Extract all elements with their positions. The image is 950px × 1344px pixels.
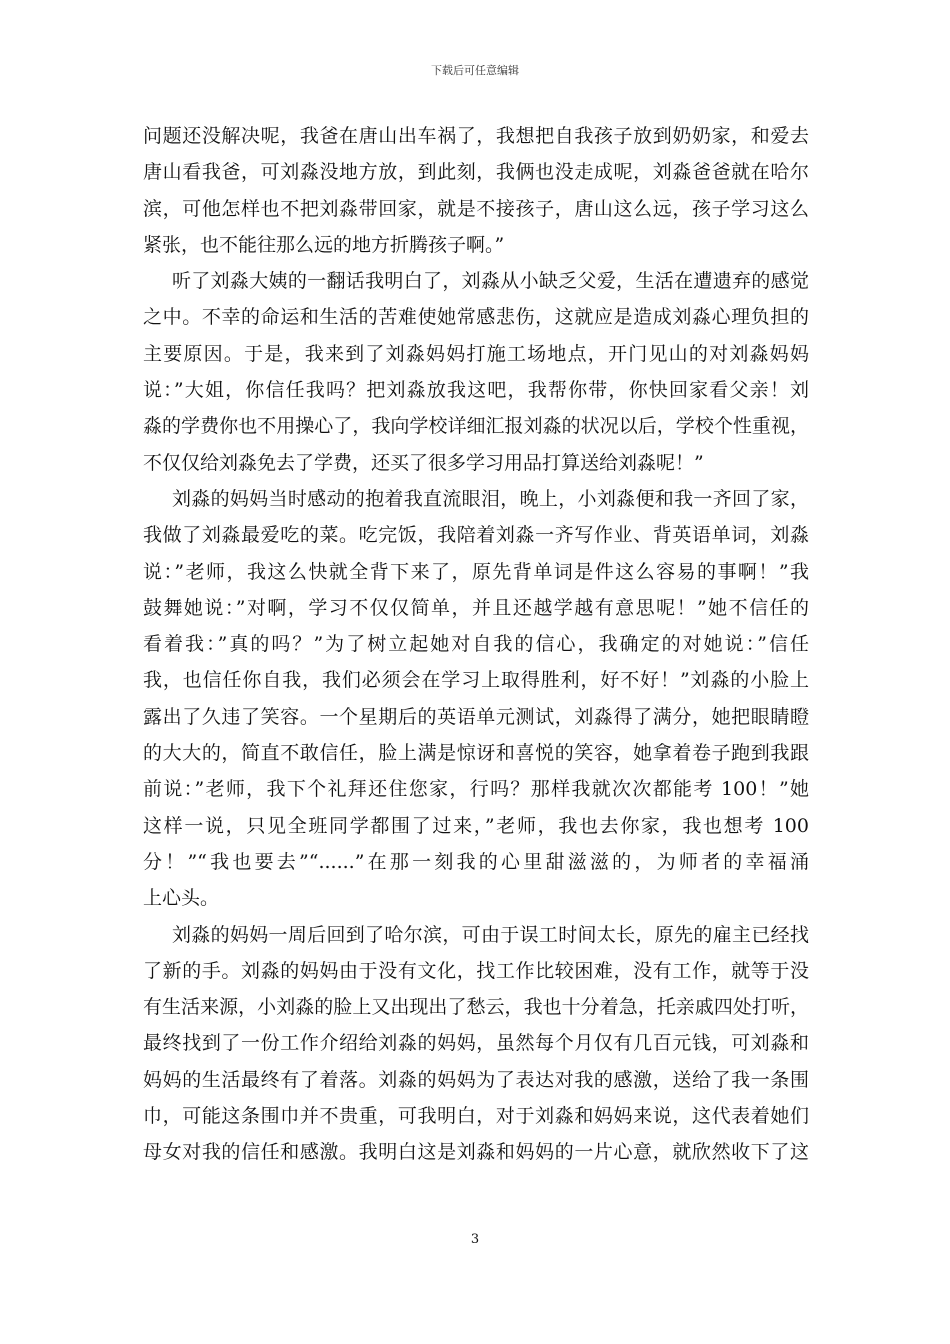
text-line: 问题还没解决呢，我爸在唐山出车祸了，我想把自我孩子放到奶奶家，和爱去: [143, 125, 809, 147]
text-line: 滨，可他怎样也不把刘淼带回家，就是不接孩子，唐山这么远，孩子学习这么: [143, 197, 809, 220]
text-line: 前说：”老师，我下个礼拜还住您家，行吗？那样我就次次都能考 100！”她: [143, 778, 809, 801]
text-line: 露出了久违了笑容。一个星期后的英语单元测试，刘淼得了满分，她把眼睛瞪: [143, 705, 809, 728]
text-line: 上心头。: [143, 887, 220, 910]
text-line: 说：”大姐，你信任我吗？把刘淼放我这吧，我帮你带，你快回家看父亲！刘: [143, 379, 809, 402]
text-line: 听了刘淼大姨的一翻话我明白了，刘淼从小缺乏父爱，生活在遭遗弃的感觉: [172, 270, 809, 293]
text-line: 紧张，也不能往那么远的地方折腾孩子啊。”: [143, 233, 505, 256]
text-line: 了新的手。刘淼的妈妈由于没有文化，找工作比较困难，没有工作，就等于没: [143, 959, 809, 982]
text-line: 刘淼的妈妈一周后回到了哈尔滨，可由于误工时间太长，原先的雇主已经找: [172, 923, 809, 946]
text-line: 最终找到了一份工作介绍给刘淼的妈妈，虽然每个月仅有几百元钱，可刘淼和: [143, 1032, 809, 1055]
body-text: [143, 118, 809, 1171]
text-line: 这样一说，只见全班同学都围了过来，”老师，我也去你家，我也想考 100: [143, 814, 809, 837]
text-line: 巾，可能这条围巾并不贵重，可我明白，对于刘淼和妈妈来说，这代表着她们: [143, 1105, 809, 1128]
text-line: 不仅仅给刘淼免去了学费，还买了很多学习用品打算送给刘淼呢！”: [143, 451, 704, 474]
page-header: 下载后可任意编辑: [431, 64, 519, 77]
text-line: 分！”“我也要去”“......”在那一刻我的心里甜滋滋的，为师者的幸福涌: [143, 850, 809, 873]
text-line: 唐山看我爸，可刘淼没地方放，到此刻，我俩也没走成呢，刘淼爸爸就在哈尔: [143, 161, 809, 184]
text-line: 有生活来源，小刘淼的脸上又出现出了愁云，我也十分着急，托亲戚四处打听，: [143, 996, 809, 1019]
text-line: 看着我：”真的吗？”为了树立起她对自我的信心，我确定的对她说：”信任: [143, 633, 809, 656]
text-line: 妈妈的生活最终有了着落。刘淼的妈妈为了表达对我的感激，送给了我一条围: [143, 1068, 809, 1091]
page-number: 3: [470, 1232, 480, 1247]
text-line: 的大大的，简直不敢信任，脸上满是惊讶和喜悦的笑容，她拿着卷子跑到我跟: [143, 742, 809, 765]
text-line: 母女对我的信任和感激。我明白这是刘淼和妈妈的一片心意，就欣然收下了这: [143, 1141, 809, 1164]
text-line: 说：”老师，我这么快就全背下来了，原先背单词是件这么容易的事啊！”我: [143, 560, 809, 583]
text-line: 我做了刘淼最爱吃的菜。吃完饭，我陪着刘淼一齐写作业、背英语单词，刘淼: [143, 524, 809, 547]
text-line: 主要原因。于是，我来到了刘淼妈妈打施工场地点，开门见山的对刘淼妈妈: [143, 342, 809, 365]
text-line: 淼的学费你也不用操心了，我向学校详细汇报刘淼的状况以后，学校个性重视，: [143, 415, 809, 438]
text-line: 刘淼的妈妈当时感动的抱着我直流眼泪，晚上，小刘淼便和我一齐回了家，: [172, 487, 809, 510]
text-line: 鼓舞她说：”对啊，学习不仅仅简单，并且还越学越有意思呢！”她不信任的: [143, 596, 809, 619]
text-line: 我，也信任你自我，我们必须会在学习上取得胜利，好不好！”刘淼的小脸上: [143, 669, 809, 692]
text-line: 之中。不幸的命运和生活的苦难使她常感悲伤，这就应是造成刘淼心理负担的: [143, 306, 809, 329]
